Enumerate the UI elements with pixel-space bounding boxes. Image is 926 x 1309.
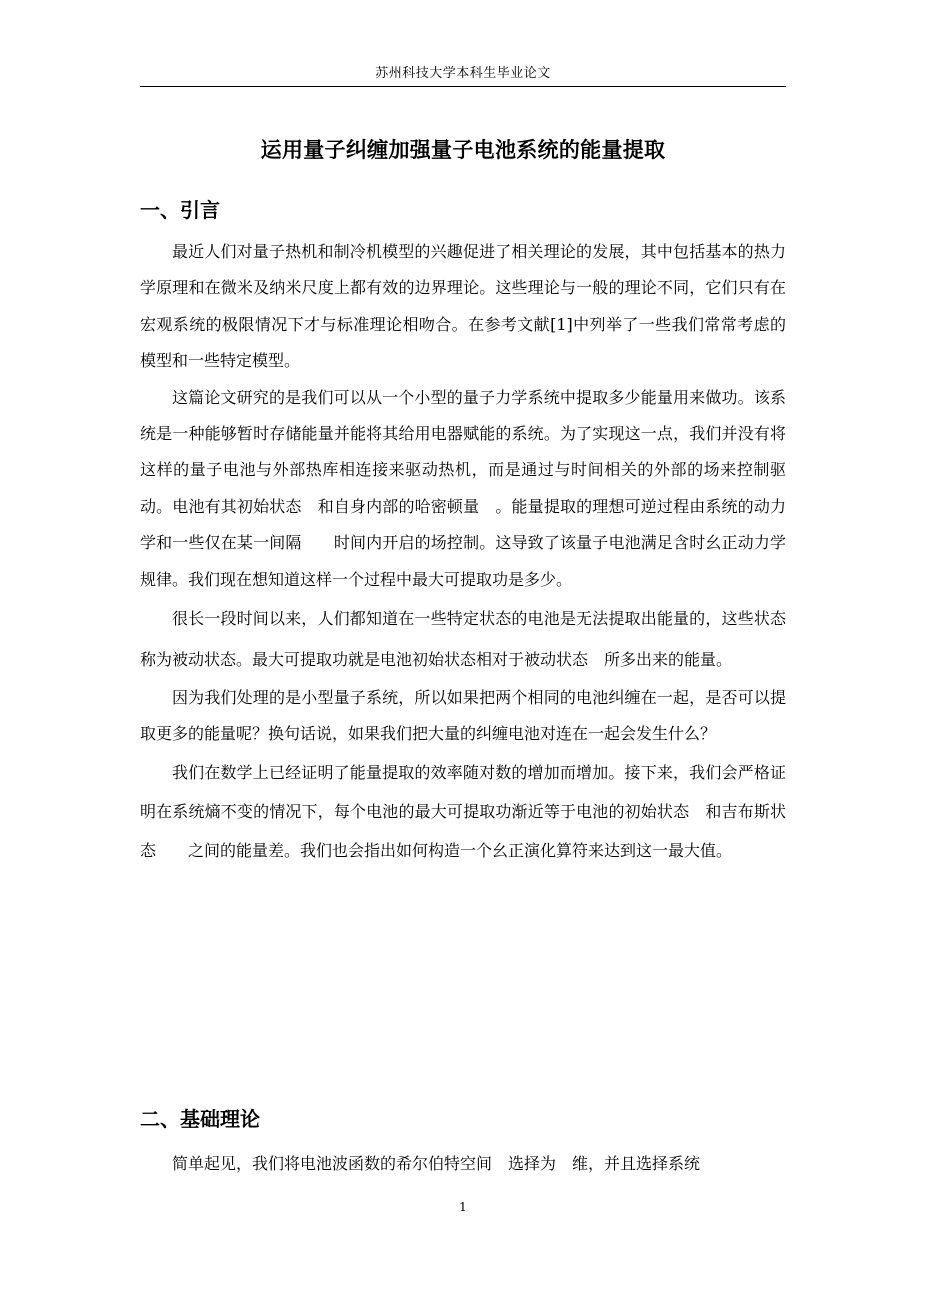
section-heading-basic-theory: 二、基础理论: [140, 1107, 260, 1131]
page-number: 1: [459, 1200, 467, 1214]
paragraph: 很长一段时间以来，人们都知道在一些特定状态的电池是无法提取出能量的，这些状态称为被动状态。最大可提取功就是电池初始状态相对于被动状态 所多出来的能量。: [140, 609, 786, 670]
section-body-basic-theory: [140, 1146, 786, 1182]
running-header: 苏州科技大学本科生毕业论文: [375, 66, 551, 81]
header-rule: [140, 86, 786, 87]
section-body-introduction: [140, 234, 786, 870]
paragraph: 最近人们对量子热机和制冷机模型的兴趣促进了相关理论的发展，其中包括基本的热力学原理和在微米及纳米尺度上都有效的边界理论。这些理论与一般的理论不同，它们只有在宏观系统的极限情况下才与标准理论相吻合。在参考文献[1]中列举了一些我们常常考虑的模型和一些特定模型。: [140, 242, 786, 371]
paragraph: 这篇论文研究的是我们可以从一个小型的量子力学系统中提取多少能量用来做功。该系统是一种能够暂时存储能量并能将其给用电器赋能的系统。为了实现这一点，我们并没有将这样的量子电池与外部热库相连接来驱动热机，而是通过与时间相关的外部的场来控制驱动。电池有其初始状态 和自身内部的哈密顿量 。能量提取的理想可逆过程由系统的动力学和一些仅在某一间隔 时间内开启的场控制。这导致了该量子电池满足含时幺正动力学规律。我们现在想知道这样一个过程中最大可提取功是多少。: [140, 387, 786, 589]
paragraph: 因为我们处理的是小型量子系统，所以如果把两个相同的电池纠缠在一起，是否可以提取更多的能量呢？换句话说，如果我们把大量的纠缠电池对连在一起会发生什么？: [140, 688, 786, 744]
section-heading-introduction: 一、引言: [140, 198, 220, 222]
paragraph: 简单起见，我们将电池波函数的希尔伯特空间 选择为 维，并且选择系统: [172, 1154, 701, 1173]
document-title: 运用量子纠缠加强量子电池系统的能量提取: [260, 138, 666, 162]
paragraph: 我们在数学上已经证明了能量提取的效率随对数的增加而增加。接下来，我们会严格证明在系统熵不变的情况下，每个电池的最大可提取功渐近等于电池的初始状态 和吉布斯状态 之间的能量差。我们也会指出如何构造一个幺正演化算符来达到这一最大值。: [140, 762, 786, 860]
